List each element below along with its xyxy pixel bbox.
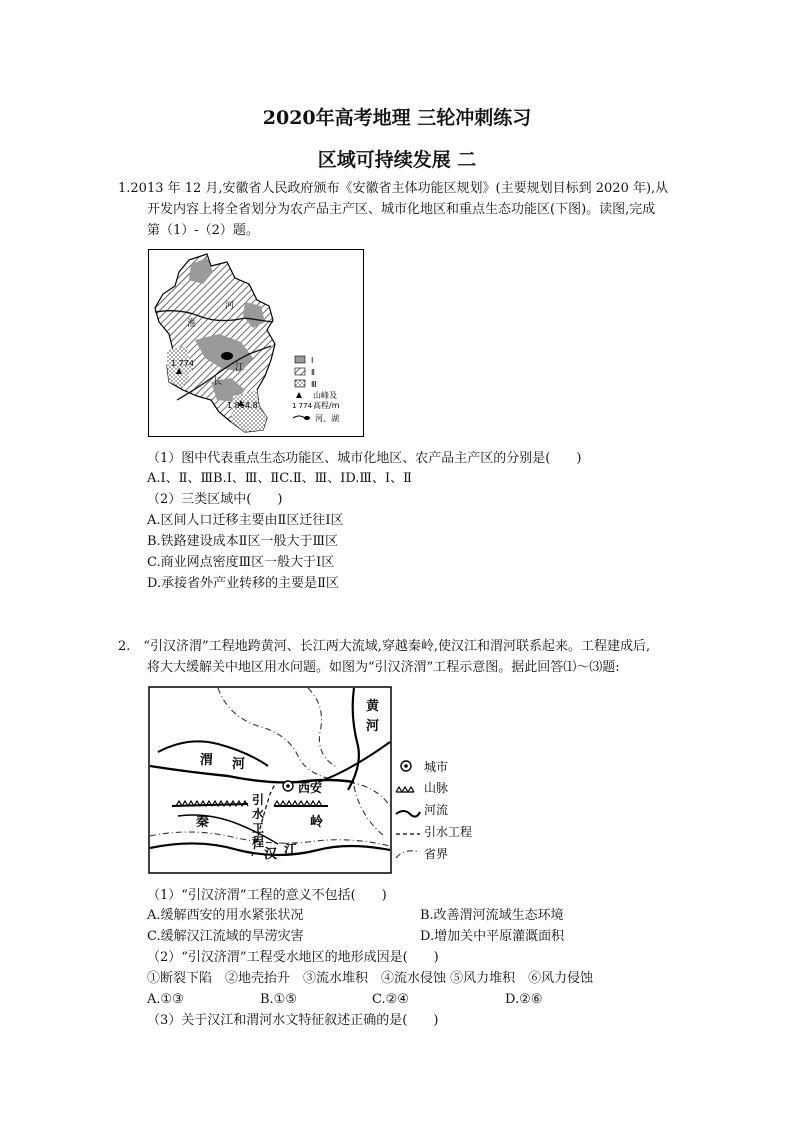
legend-peak-icon: [296, 392, 302, 398]
q1-sub2-option-b: B.铁路建设成本Ⅱ区一般大于Ⅲ区: [147, 534, 339, 549]
legend-swatch-2: [295, 368, 305, 375]
legend-peak-label-a: 山峰及: [313, 391, 337, 400]
q2-stem-line1: 2. “引汉济渭”工程地跨黄河、长江两大流域,穿越秦岭,使汉江和渭河联系起来。工程建成后,: [118, 639, 651, 654]
legend-river-icon: [396, 811, 420, 817]
q1-sub2-option-d: D.承接省外产业转移的主要是Ⅱ区: [147, 576, 339, 591]
q1-sub2-option-c: C.商业网点密度Ⅲ区一般大于Ⅰ区: [147, 555, 335, 570]
legend-project: 引水工程: [424, 825, 473, 839]
label-jiang: 江: [235, 363, 245, 373]
q1-stem-line3: 第（1）-（2）题。: [147, 223, 259, 238]
q1-sub1-options: A.Ⅰ、Ⅱ、ⅢB.Ⅰ、Ⅲ、ⅡC.Ⅱ、Ⅲ、ⅠD.Ⅲ、Ⅰ、Ⅱ: [147, 471, 412, 486]
legend-border-icon: [396, 851, 420, 858]
q2-sub2-option-a: A.①③: [147, 992, 184, 1007]
label-wei-he: 河: [232, 757, 246, 772]
chaohu-lake: [221, 352, 233, 360]
peak2-elevation: 1 864.8: [227, 401, 258, 410]
label-yin: 引: [252, 793, 265, 807]
legend-city: 城市: [424, 760, 449, 774]
q2-sub1-option-d: D.增加关中平原灌溉面积: [420, 929, 565, 944]
q2-sub2-question: （2）“引汉济渭”工程受水地区的地形成因是( ): [147, 950, 439, 965]
label-huang-he: 河: [366, 719, 380, 734]
q2-sub2-option-d: D.②⑥: [505, 992, 543, 1007]
diversion-map-graphic: [148, 686, 483, 876]
label-wei: 渭: [200, 753, 214, 768]
label-qin: 秦: [196, 815, 210, 830]
label-he: 河: [225, 301, 235, 311]
legend-mountain-icon: [396, 787, 414, 792]
legend-swatch-3: [295, 380, 305, 387]
label-ling: 岭: [310, 815, 324, 830]
q1-sub1-question: （1）图中代表重点生态功能区、城市化地区、农产品主产区的分别是( ): [147, 451, 582, 466]
q2-sub1-option-b: B.改善渭河流域生态环境: [420, 908, 564, 923]
label-huai: 淮: [187, 319, 197, 329]
q2-sub3-question: （3）关于汉江和渭河水文特征叙述正确的是( ): [147, 1013, 439, 1028]
q1-stem-line2: 开发内容上将全省划分为农产品主产区、城市化地区和重点生态功能区(下图)。读图,完成: [147, 202, 656, 217]
page-subtitle: 区域可持续发展 二: [317, 149, 477, 171]
peak1-elevation: 1 774: [171, 359, 194, 368]
label-gong: 工: [252, 821, 265, 835]
legend-river-lake: 河、湖: [315, 414, 339, 423]
anhui-map-graphic: [149, 250, 362, 435]
q1-sub2-question: （2）三类区域中( ): [147, 492, 283, 507]
legend-label-3: Ⅲ: [311, 380, 317, 389]
legend-border: 省界: [424, 847, 449, 861]
q2-stem-line2: 将大大缓解关中地区用水问题。如图为“引汉济渭”工程示意图。据此回答⑴～⑶题:: [147, 660, 620, 675]
anhui-zoning-map: [148, 249, 364, 437]
zone-3-south: [231, 390, 267, 432]
label-han: 汉: [264, 847, 278, 862]
legend-mountain: 山脉: [424, 781, 449, 795]
q2-sub2-option-b: B.①⑤: [260, 992, 297, 1007]
label-huang: 黄: [366, 699, 380, 714]
legend-peak-value: 1 774: [292, 402, 313, 410]
legend-peak-label-b: 高程/m: [313, 401, 340, 410]
label-chang: 长: [213, 377, 223, 387]
label-cheng: 程: [252, 835, 265, 849]
legend-river: 河流: [424, 803, 449, 817]
q2-sub1-question: （1）“引汉济渭”工程的意义不包括( ): [147, 888, 387, 903]
legend-label-2: Ⅱ: [311, 368, 315, 377]
q1-sub2-option-a: A.区间人口迁移主要由Ⅱ区迁往Ⅰ区: [147, 513, 344, 528]
q2-sub1-option-a: A.缓解西安的用水紧张状况: [147, 908, 304, 923]
q2-sub2-items: ①断裂下陷 ②地壳抬升 ③流水堆积 ④流水侵蚀 ⑤风力堆积 ⑥风力侵蚀: [147, 971, 594, 986]
legend-swatch-1: [295, 356, 305, 363]
page-title: 2020年高考地理 三轮冲刺练习: [262, 107, 532, 129]
legend-label-1: Ⅰ: [311, 356, 314, 365]
legend-lake-icon: [304, 416, 310, 420]
label-jiang: 江: [284, 843, 298, 858]
legend-river-icon: [293, 416, 305, 418]
label-shui: 水: [252, 807, 265, 821]
q2-sub2-option-c: C.②④: [372, 992, 409, 1007]
q1-stem-line1: 1.2013 年 12 月,安徽省人民政府颁布《安徽省主体功能区规划》(主要规划目标到 2020 年),从: [118, 181, 669, 196]
water-diversion-map: [148, 686, 483, 876]
label-xian: 西安: [298, 781, 323, 795]
q2-sub1-option-c: C.缓解汉江流域的旱涝灾害: [147, 929, 304, 944]
